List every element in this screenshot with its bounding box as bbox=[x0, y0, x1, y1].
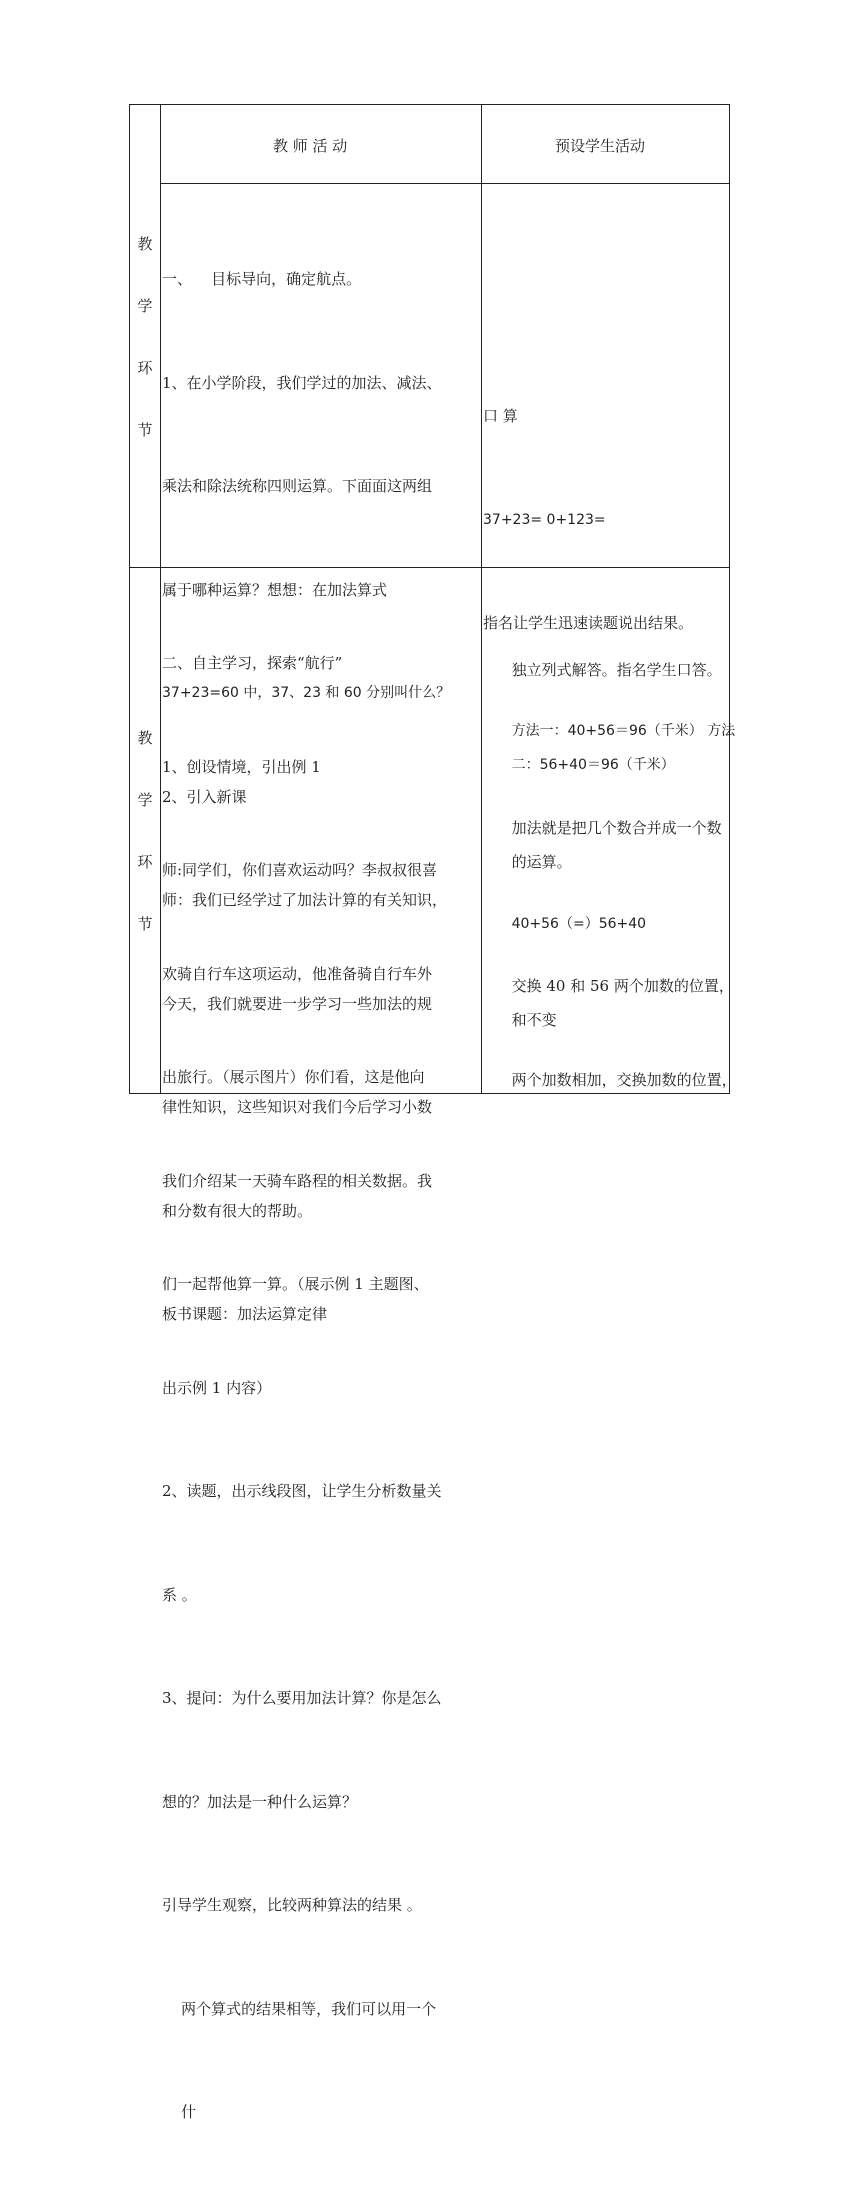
text-line: 交换 40 和 56 两个加数的位置， bbox=[511, 977, 734, 995]
text-line: 两个加数相加，交换加数的位置， bbox=[511, 1071, 737, 1089]
header-student-activity: 预设学生活动 bbox=[555, 137, 646, 155]
text-line: 两个算式的结果相等，我们可以用一个 bbox=[162, 1999, 437, 2018]
text-line: 引导学生观察，比较两种算法的结果 。 bbox=[162, 1896, 422, 1914]
text-line: 和不变 bbox=[511, 1011, 557, 1029]
text-line: 37+23=60 中，37、23 和 60 分别叫什么？ bbox=[162, 685, 451, 701]
header-teacher-activity: 教 师 活 动 bbox=[273, 137, 348, 155]
column-divider-label bbox=[160, 105, 161, 1093]
text-line: 加法就是把几个数合并成一个数 bbox=[511, 819, 722, 837]
text-line: 独立列式解答。指名学生口答。 bbox=[511, 661, 722, 679]
text-line: 出旅行。（展示图片）你们看，这是他向 bbox=[162, 1068, 425, 1086]
section2-label-char: 教 bbox=[137, 729, 153, 747]
section1-label-char: 节 bbox=[137, 421, 153, 439]
section2-label-char: 学 bbox=[137, 791, 153, 809]
text-line: 欢骑自行车这项运动，他准备骑自行车外 bbox=[162, 964, 433, 983]
text-line: 3、提问：为什么要用加法计算？你是怎么 bbox=[162, 1689, 442, 1707]
text-line: 出示例 1 内容） bbox=[162, 1378, 272, 1397]
text-line: 一、 目标导向，确定航点。 bbox=[162, 270, 362, 288]
text-line: 板书课题：加法运算定律 bbox=[162, 1305, 328, 1323]
text-line: 乘法和除法统称四则运算。下面面这两组 bbox=[162, 477, 433, 495]
text-line: 口 算 bbox=[483, 407, 518, 425]
section2-student-activity bbox=[483, 105, 737, 1091]
text-line: 37+23= 0+123= bbox=[483, 511, 606, 528]
text-line: 2、引入新课 bbox=[162, 787, 247, 806]
column-divider-student bbox=[481, 105, 482, 1093]
text-line: 想的？加法是一种什么运算？ bbox=[162, 1792, 358, 1811]
text-line: 师：我们已经学过了加法计算的有关知识， bbox=[162, 891, 448, 909]
text-line: 方法一：40+56＝96（千米） 方法 bbox=[511, 723, 736, 739]
text-line: 二、自主学习，探索“航行” bbox=[162, 654, 343, 672]
text-line: 我们介绍某一天骑车路程的相关数据。我 bbox=[162, 1171, 433, 1190]
text-line: 系 。 bbox=[162, 1585, 197, 1604]
text-line: 二：56+40＝96（千米） bbox=[511, 757, 675, 773]
text-line: 1、创设情境，引出例 1 bbox=[162, 757, 321, 776]
text-line: 什 bbox=[162, 2103, 197, 2121]
text-line: 40+56（=）56+40 bbox=[511, 916, 647, 932]
text-line: 律性知识，这些知识对我们今后学习小数 bbox=[162, 1098, 433, 1116]
section2-label-char: 节 bbox=[137, 915, 153, 933]
text-line: 1、在小学阶段，我们学过的加法、减法、 bbox=[162, 373, 442, 392]
text-line: 们一起帮他算一算。（展示例 1 主题图、 bbox=[162, 1275, 429, 1293]
text-line: 2、读题，出示线段图，让学生分析数量关 bbox=[162, 1482, 442, 1500]
text-line: 属于哪种运算？想想：在加法算式 bbox=[162, 580, 388, 599]
text-line: 今天，我们就要进一步学习一些加法的规 bbox=[162, 994, 433, 1013]
section2-label-char: 环 bbox=[137, 853, 153, 871]
text-line: 指名让学生迅速读题说出结果。 bbox=[483, 614, 694, 632]
text-line: 的运算。 bbox=[511, 853, 572, 871]
text-line: 和分数有很大的帮助。 bbox=[162, 1201, 313, 1220]
section1-label-char: 环 bbox=[137, 359, 153, 377]
section1-label-char: 教 bbox=[137, 235, 153, 253]
lesson-plan-table bbox=[129, 104, 737, 2121]
text-line: 师:同学们，你们喜欢运动吗？李叔叔很喜 bbox=[162, 861, 438, 879]
section1-label-char: 学 bbox=[137, 297, 153, 315]
